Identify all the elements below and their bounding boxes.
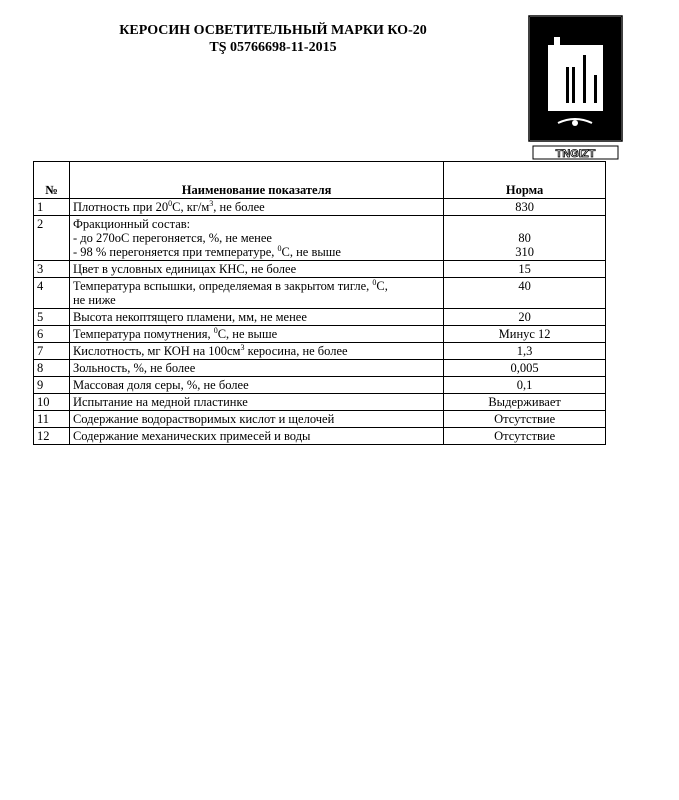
row-norm: 15: [444, 261, 606, 278]
row-name: Плотность при $20^0С$, $кг/м^3$, не более: [69, 199, 443, 216]
row-norm: 20: [444, 309, 606, 326]
document-title: [58, 22, 488, 56]
row-norm: Отсутствие: [444, 428, 606, 445]
row-name: Цвет в условных единицах КНС, не более: [69, 261, 443, 278]
row-name: Температура помутнения, $^0$С, не выше: [69, 326, 443, 343]
table-row: 8 Зольность, %, не более 0,005: [34, 360, 606, 377]
row-name: Испытание на медной пластинке: [69, 394, 443, 411]
table-row: 9 Массовая доля серы, %, не более 0,1: [34, 377, 606, 394]
table-header-row: [34, 162, 606, 199]
row-name: Фракционный состав: - до 270оС перегоняется, %, не менее - 98 % перегоняется при температуре, $^0$С, не выше: [69, 216, 443, 261]
table-row: 7 Кислотность, мг КОН на $100см^3$ керосина, не более 1,3: [34, 343, 606, 360]
row-norm: 40: [444, 278, 606, 309]
logo-text: TNGIZT: [555, 148, 596, 160]
row-norm: 0,1: [444, 377, 606, 394]
table-row: 12 Содержание механических примесей и воды Отсутствие: [34, 428, 606, 445]
row-norm: 0,005: [444, 360, 606, 377]
table-row: 4 Температура вспышки, определяемая в закрытом тигле, $^0$С, не ниже 40: [34, 278, 606, 309]
table-row: 11 Содержание водорастворимых кислот и щелочей Отсутствие: [34, 411, 606, 428]
table-row: 10 Испытание на медной пластинке Выдерживает: [34, 394, 606, 411]
row-norm: 80 310: [444, 216, 606, 261]
title-line-2: TŞ 05766698-11-2015: [209, 40, 337, 55]
title-line-1: КЕРОСИН ОСВЕТИТЕЛЬНЫЙ МАРКИ КО-20: [119, 23, 427, 38]
header-norm: Норма: [444, 162, 606, 199]
company-logo: [528, 15, 623, 161]
row-norm: Выдерживает: [444, 394, 606, 411]
row-name: Зольность, %, не более: [69, 360, 443, 377]
header-name: Наименование показателя: [69, 162, 443, 199]
row-norm: Отсутствие: [444, 411, 606, 428]
header-number: №: [34, 162, 70, 199]
row-norm: 1,3: [444, 343, 606, 360]
table-row: 5 Высота некоптящего пламени, мм, не менее 20: [34, 309, 606, 326]
row-name: Массовая доля серы, %, не более: [69, 377, 443, 394]
row-norm: 830: [444, 199, 606, 216]
row-name: Высота некоптящего пламени, мм, не менее: [69, 309, 443, 326]
row-name: Температура вспышки, определяемая в закрытом тигле, $^0$С, не ниже: [69, 278, 443, 309]
row-name: Кислотность, мг КОН на $100см^3$ керосина, не более: [69, 343, 443, 360]
row-name: Содержание механических примесей и воды: [69, 428, 443, 445]
row-name: Содержание водорастворимых кислот и щелочей: [69, 411, 443, 428]
table-row: 3 Цвет в условных единицах КНС, не более 15: [34, 261, 606, 278]
specification-table: [33, 161, 606, 445]
table-row: 6 Температура помутнения, $^0$С, не выше Минус 12: [34, 326, 606, 343]
table-row: 2 Фракционный состав: - до 270оС перегоняется, %, не менее - 98 % перегоняется при температуре, $^0$С, не выше 80 310: [34, 216, 606, 261]
row-norm: Минус 12: [444, 326, 606, 343]
table-row: 1 Плотность при $20^0С$, $кг/м^3$, не более 830: [34, 199, 606, 216]
